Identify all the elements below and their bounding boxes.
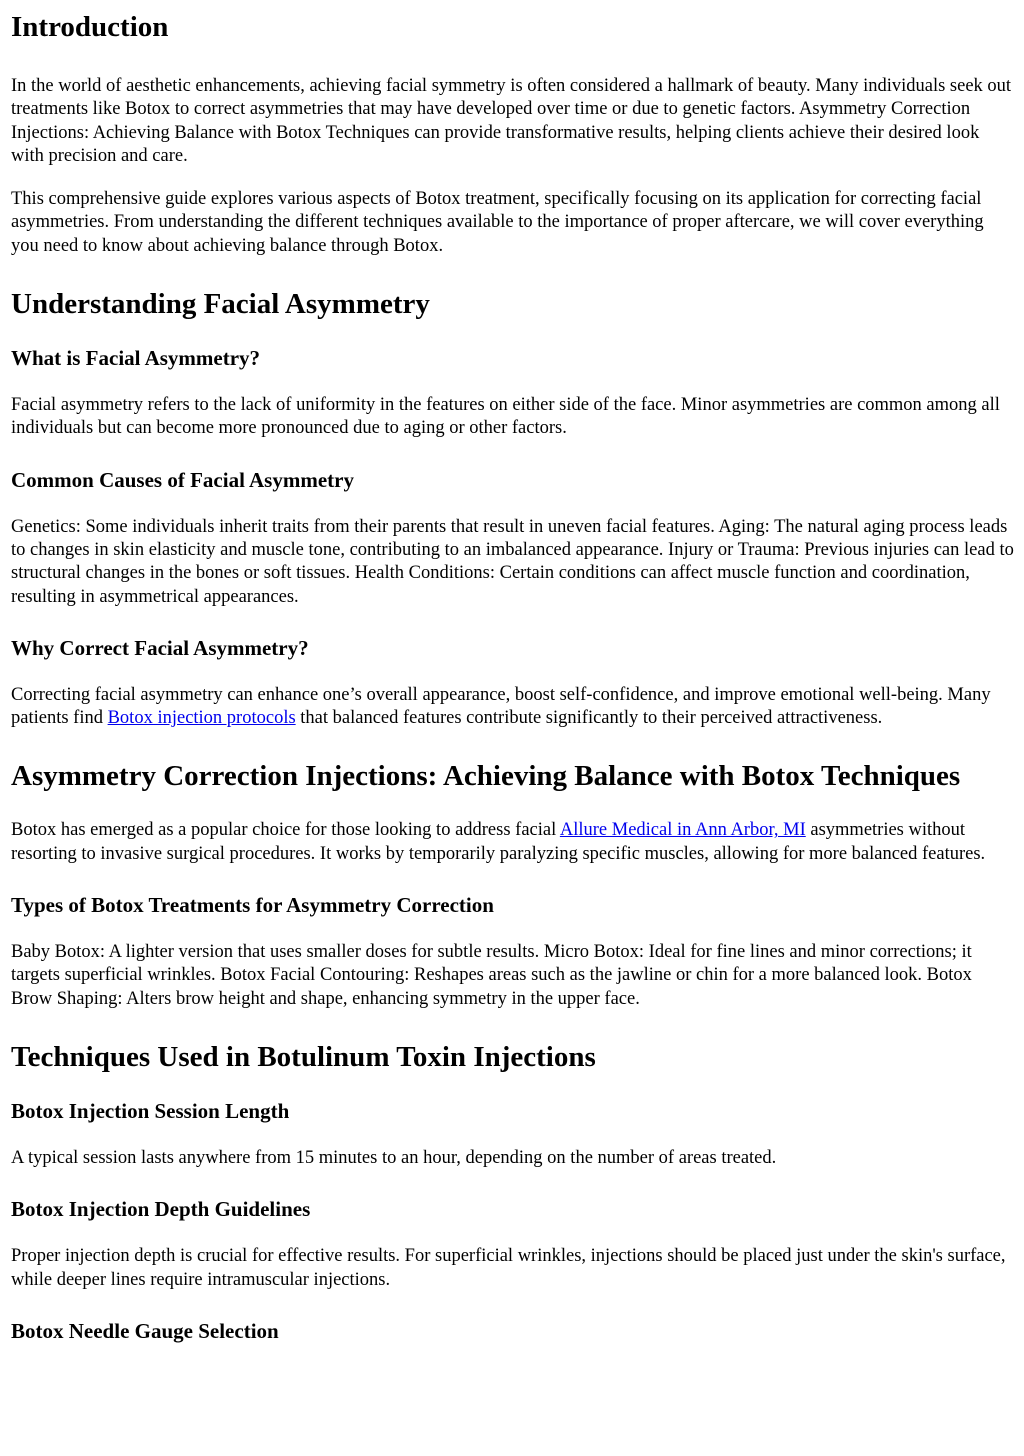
paragraph-correction-intro (11, 819, 1014, 866)
intro-paragraph-2: This comprehensive guide explores various aspects of Botox treatment, specifically focusing on its application for correcting facial asymmetries. From understanding the different techniques available to the importance of proper aftercare, we will cover everything you need to know about achieving balance through Botox. (11, 189, 984, 256)
paragraph-what-is-facial-asymmetry: Facial asymmetry refers to the lack of uniformity in the features on either side of the face. Minor asymmetries are common among all individuals but can become more pronounced due to aging or other factors. (11, 395, 1000, 439)
paragraph-session-length: A typical session lasts anywhere from 15 minutes to an hour, depending on the number of areas treated. (11, 1147, 777, 1168)
intro-paragraph-1: In the world of aesthetic enhancements, achieving facial symmetry is often considered a hallmark of beauty. Many individuals seek out treatments like Botox to correct asymmetries that may have developed over time or due to genetic factors. Asymmetry Correction Injections: Achieving Balance with Botox Techniques can provide transformative results, helping clients achieve their desired look with precision and care. (11, 76, 1012, 166)
subheading-needle-gauge: Botox Needle Gauge Selection (11, 1318, 279, 1343)
why-text-after: that balanced features contribute significantly to their perceived attractiveness. (295, 708, 883, 729)
subheading-session-length: Botox Injection Session Length (11, 1098, 290, 1123)
paragraph-why-correct (11, 684, 1014, 731)
paragraph-common-causes: Genetics: Some individuals inherit traits from their parents that result in uneven facial features. Aging: The natural aging process leads to changes in skin elasticity and muscle tone, contributing to an imbalanced appearance. Injury or Trauma: Previous injuries can lead to structural changes in the bones or soft tissues. Health Conditions: Certain conditions can affect muscle function and coordination, resulting in asymmetrical appearances. (11, 516, 1014, 607)
correction-text-before: Botox has emerged as a popular choice for those looking to address facial (11, 820, 560, 841)
why-text-before: Correcting facial asymmetry can enhance one’s overall appearance, boost self-confidence, and improve emotional well-being. Many patients find (11, 684, 991, 729)
heading-techniques-botulinum: Techniques Used in Botulinum Toxin Injections (11, 1040, 596, 1073)
link-botox-injection-protocols[interactable]: Botox injection protocols (107, 708, 296, 729)
subheading-types-of-botox: Types of Botox Treatments for Asymmetry Correction (11, 893, 494, 918)
paragraph-depth-guidelines: Proper injection depth is crucial for effective results. For superficial wrinkles, injections should be placed just under the skin's surface, while deeper lines require intramuscular injections. (11, 1246, 1006, 1290)
heading-introduction: Introduction (11, 11, 169, 43)
subheading-common-causes: Common Causes of Facial Asymmetry (11, 467, 354, 492)
article (0, 10, 1024, 1344)
paragraph-types-of-botox: Baby Botox: A lighter version that uses smaller doses for subtle results. Micro Botox: Ideal for fine lines and minor corrections; it targets superficial wrinkles. Botox Facial Contouring: Reshapes areas such as the jawline or chin for a more balanced look. Botox Brow Shaping: Alters brow height and shape, enhancing symmetry in the upper face. (11, 942, 972, 1009)
subheading-why-correct: Why Correct Facial Asymmetry? (11, 635, 309, 660)
link-allure-medical[interactable]: Allure Medical in Ann Arbor, MI (559, 820, 806, 841)
heading-asymmetry-correction-injections: Asymmetry Correction Injections: Achieving Balance with Botox Techniques (11, 760, 961, 793)
subheading-depth-guidelines: Botox Injection Depth Guidelines (11, 1197, 311, 1222)
subheading-what-is-facial-asymmetry: What is Facial Asymmetry? (11, 346, 261, 371)
heading-understanding-facial-asymmetry: Understanding Facial Asymmetry (11, 288, 430, 321)
correction-text-after: asymmetries without resorting to invasive surgical procedures. It works by temporarily paralyzing specific muscles, allowing for more balanced features. (11, 820, 986, 864)
